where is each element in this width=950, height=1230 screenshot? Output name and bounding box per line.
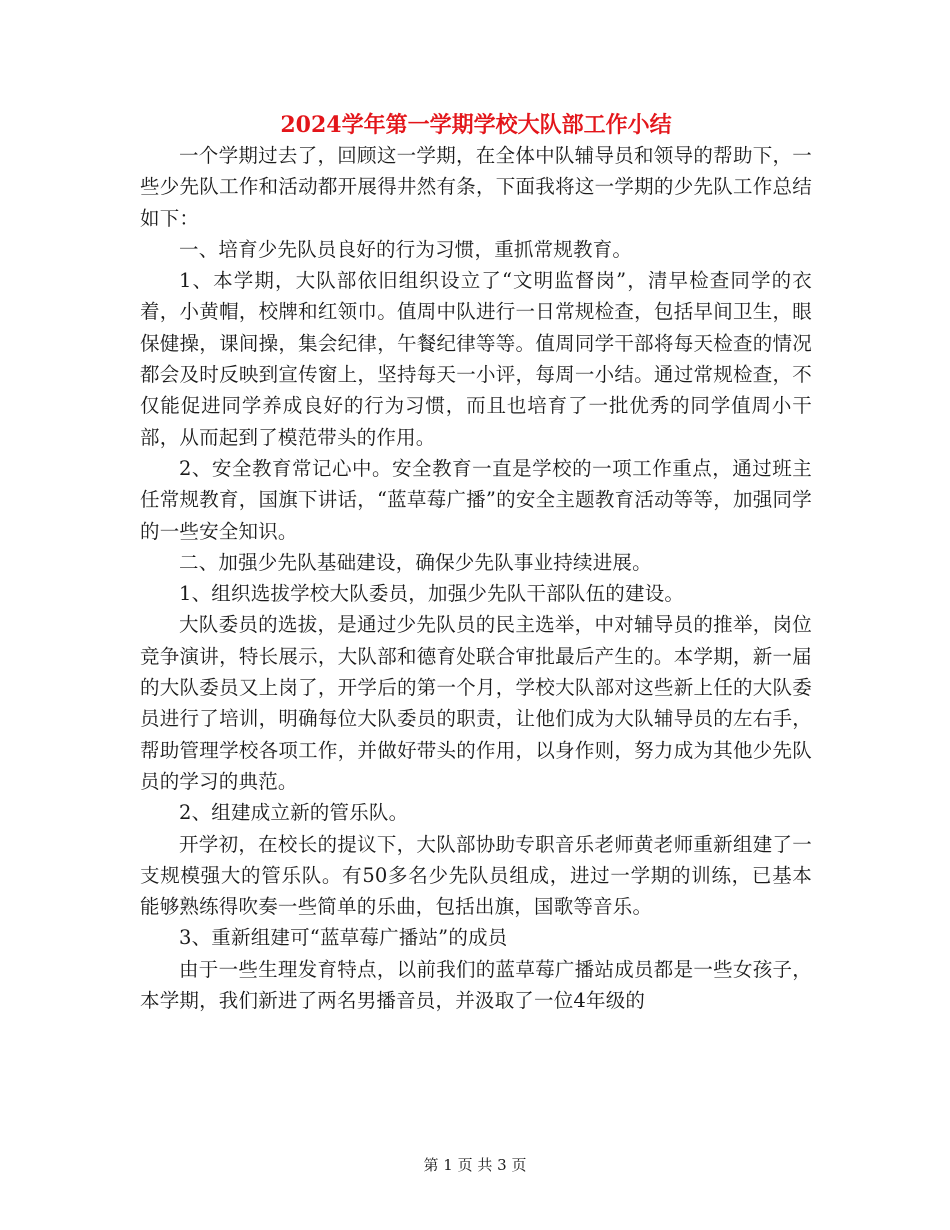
subsection-heading: 1、组织选拔学校大队委员，加强少先队干部队伍的建设。 — [179, 582, 685, 606]
paragraph: 2、安全教育常记心中。安全教育一直是学校的一项工作重点，通过班主任常规教育，国旗下讲话，“蓝草莓广播”的安全主题教育活动等等，加强同学的一些安全知识。 — [140, 456, 812, 543]
paragraph: 1、本学期，大队部依旧组织设立了“文明监督岗”，清早检查同学的衣着，小黄帽，校牌和红领巾。值周中队进行一日常规检查，包括早间卫生，眼保健操，课间操，集会纪律，午餐纪律等等。值周同学干部将每天检查的情况都会及时反映到宣传窗上，坚持每天一小评，每周一小结。通过常规检查，不仅能促进同学养成良好的行为习惯，而且也培育了一批优秀的同学值周小干部，从而起到了模范带头的作用。 — [140, 269, 812, 449]
paragraph: 大队委员的选拔，是通过少先队员的民主选举，中对辅导员的推举，岗位竞争演讲，特长展示，大队部和德育处联合审批最后产生的。本学期，新一届的大队委员又上岗了，开学后的第一个月，学校大队部对这些新上任的大队委员进行了培训，明确每位大队委员的职责，让他们成为大队辅导员的左右手，帮助管理学校各项工作，并做好带头的作用，以身作则，努力成为其他少先队员的学习的典范。 — [140, 613, 812, 793]
paragraph: 由于一些生理发育特点，以前我们的蓝草莓广播站成员都是一些女孩子，本学期，我们新进了两名男播音员，并汲取了一位4年级的 — [140, 957, 812, 1013]
subsection-heading: 2、组建成立新的管乐队。 — [179, 801, 409, 825]
section-heading: 一、培育少先队员良好的行为习惯，重抓常规教育。 — [179, 237, 633, 261]
paragraph: 开学初，在校长的提议下，大队部协助专职音乐老师黄老师重新组建了一支规模强大的管乐队。有50多名少先队员组成，进过一学期的训练，已基本能够熟练得吹奏一些简单的乐曲，包括出旗，国歌等音乐。 — [140, 832, 812, 919]
paragraph: 一个学期过去了，回顾这一学期，在全体中队辅导员和领导的帮助下，一些少先队工作和活动都开展得井然有条，下面我将这一学期的少先队工作总结如下： — [140, 144, 812, 230]
document-body — [140, 140, 812, 1016]
section-heading: 二、加强少先队基础建设，确保少先队事业持续进展。 — [179, 550, 652, 574]
subsection-heading: 3、重新组建可“蓝草莓广播站”的成员 — [179, 926, 508, 950]
document-page — [140, 110, 812, 1016]
document-title: 2024学年第一学期学校大队部工作小结 — [280, 112, 672, 138]
page-footer: 第 1 页 共 3 页 — [423, 1156, 527, 1174]
